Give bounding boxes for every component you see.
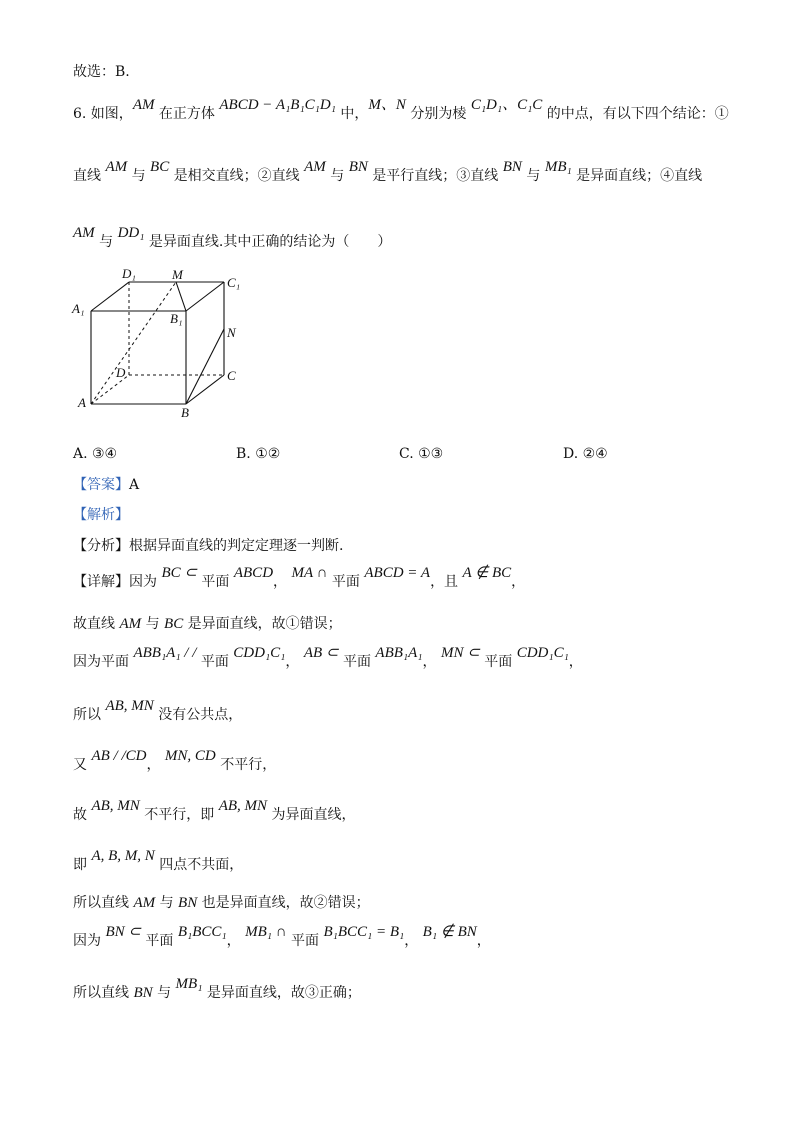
solution-line-6: 即 A, B, M, N 四点不共面， [73,848,244,873]
question-line-3: AM 与 DD₁ 是异面直线.其中正确的结论为（ ） [73,225,392,250]
option-a[interactable]: A. ③④ [73,446,118,462]
answer-value: A [129,477,140,493]
solution-line-9: 所以直线 BN 与 MB₁ 是异面直线，故③正确； [73,976,361,1001]
label-C: C [227,368,236,383]
solution-line-8: 因为 BN ⊂ 平面 B₁BCC₁， MB₁ ∩ 平面 B₁BCC₁ = B₁， B₁ ∉ BN， [73,924,491,949]
solution-line-3: 所以 AB, MN 没有公共点， [73,698,243,723]
option-b[interactable]: B. ①② [236,446,281,462]
previous-answer-line: 故选：B. [73,64,130,80]
label-B1: B₁ [170,311,183,326]
label-M: M [172,267,183,282]
analysis-heading: 【解析】 [73,507,129,523]
label-D1: D₁ [122,266,136,281]
label-D: D [116,365,126,380]
label-A1: A₁ [72,301,85,316]
answer-tag: 【答案】 [73,477,129,493]
solution-line-1: 故直线 AM 与 BC 是异面直线，故①错误； [73,616,342,632]
label-B: B [181,405,189,420]
solution-line-7: 所以直线 AM 与 BN 也是异面直线，故②错误； [73,895,370,911]
label-N: N [227,325,236,340]
question-line-1: 6. 如图，AM 在正方体 ABCD − A₁B₁C₁D₁ 中，M、N 分别为棱 C₁D₁、C₁C 的中点，有以下四个结论：① [73,97,729,122]
xiangjie-line: 【详解】因为 BC ⊂ 平面 ABCD， MA ∩ 平面 ABCD = A，且 A ∉ BC， [73,565,526,590]
cube-figure [60,262,260,422]
label-C1: C₁ [227,275,241,290]
solution-line-4: 又 AB / /CD， MN, CD 不平行， [73,748,277,773]
option-d[interactable]: D. ②④ [563,446,608,462]
answer-line [73,475,139,495]
question-line-2: 直线 AM 与 BC 是相交直线；②直线 AM 与 BN 是平行直线；③直线 BN 与 MB₁ 是异面直线；④直线 [73,159,703,184]
label-A: A [78,395,86,410]
solution-line-5: 故 AB, MN 不平行，即 AB, MN 为异面直线， [73,798,356,823]
fenxi-line: 【分析】根据异面直线的判定定理逐一判断. [73,538,344,554]
option-c[interactable]: C. ①③ [399,446,444,462]
solution-line-2: 因为平面 ABB₁A₁ / / 平面 CDD₁C₁， AB ⊂ 平面 ABB₁A₁， MN ⊂ 平面 CDD₁C₁， [73,645,583,670]
